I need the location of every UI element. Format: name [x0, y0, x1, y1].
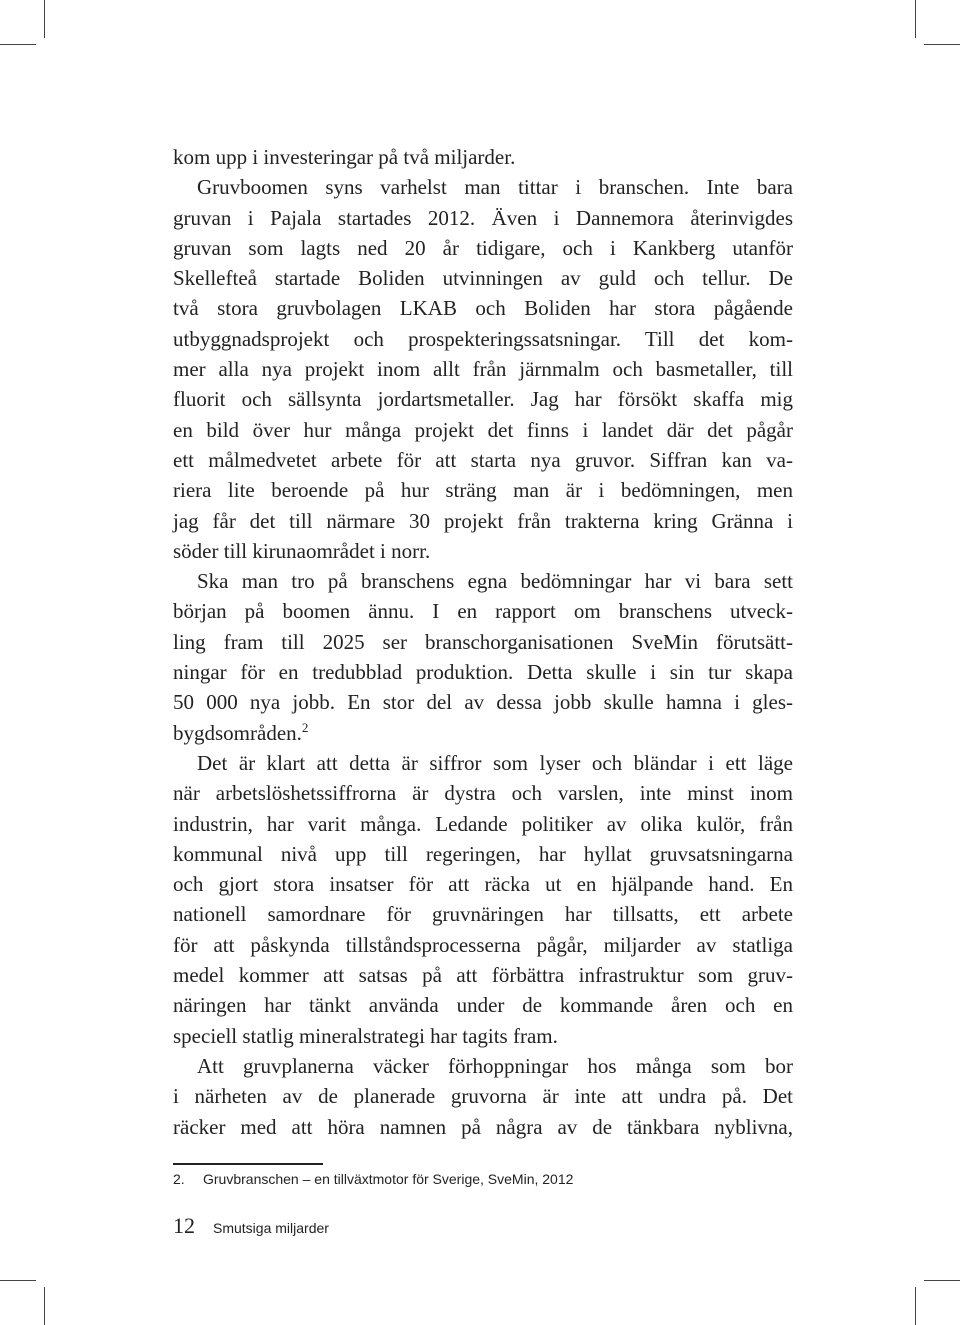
- text-line: utbyggnadsprojekt och prospekteringssatsningar. Till det kom-: [173, 326, 793, 351]
- text-line: ling fram till 2025 ser branschorganisationen SveMin förutsätt-: [173, 629, 793, 654]
- page-number: 12: [173, 1213, 195, 1238]
- crop-mark-bottom-left: [44, 1287, 45, 1325]
- text-line: jag får det till närmare 30 projekt från trakterna kring Gränna i: [173, 508, 793, 533]
- text-line: ett målmedvetet arbete för att starta nya gruvor. Siffran kan va-: [173, 447, 793, 472]
- paragraph: [173, 748, 793, 1051]
- crop-mark-bottom-right: [915, 1287, 916, 1325]
- paragraph: [173, 142, 793, 172]
- crop-mark-top-left: [0, 44, 36, 45]
- text-line: Skellefteå startade Boliden utvinningen av guld och tellur. De: [173, 266, 793, 291]
- text-line: bygdsområden.$^2$: [173, 719, 309, 745]
- body-text: [173, 142, 793, 1142]
- running-title: Smutsiga miljarder: [213, 1220, 329, 1236]
- crop-mark-bottom-right: [924, 1280, 960, 1281]
- footnote-text: Gruvbranschen – en tillväxtmotor för Sverige, SveMin, 2012: [203, 1171, 574, 1187]
- text-line: medel kommer att satsas på att förbättra infrastruktur som gruv-: [173, 963, 793, 988]
- text-line: en bild över hur många projekt det finns i landet där det pågår: [173, 417, 793, 442]
- text-line: Ska man tro på branschens egna bedömningar har vi bara sett: [197, 569, 793, 594]
- page-footer: [173, 1213, 329, 1239]
- footnote-number: 2.: [173, 1171, 185, 1187]
- text-line: speciell statlig mineralstrategi har tagits fram.: [173, 1023, 558, 1048]
- text-line: räcker med att höra namnen på några av de tänkbara nyblivna,: [173, 1114, 793, 1139]
- text-line: Att gruvplanerna väcker förhoppningar hos många som bor: [197, 1053, 793, 1078]
- text-line: riera lite beroende på hur sträng man är i bedömningen, men: [173, 478, 793, 503]
- text-line: när arbetslöshetssiffrorna är dystra och varslen, inte minst inom: [173, 781, 793, 806]
- text-line: och gjort stora insatser för att räcka ut en hjälpande hand. En: [173, 872, 793, 897]
- text-line: gruvan i Pajala startades 2012. Även i Dannemora återinvigdes: [173, 205, 793, 230]
- text-line: Det är klart att detta är siffror som lyser och bländar i ett läge: [197, 750, 793, 775]
- text-line: för att påskynda tillståndsprocesserna pågår, miljarder av statliga: [173, 932, 793, 957]
- paragraph: [173, 172, 793, 566]
- text-line: industrin, har varit många. Ledande politiker av olika kulör, från: [173, 811, 793, 836]
- crop-mark-top-right: [915, 0, 916, 38]
- footnote-rule: [173, 1163, 323, 1165]
- crop-mark-bottom-left: [0, 1280, 36, 1281]
- paragraph: [173, 566, 793, 748]
- footnote: [173, 1171, 573, 1187]
- text-line: mer alla nya projekt inom allt från järnmalm och basmetaller, till: [173, 357, 793, 382]
- crop-mark-top-left: [44, 0, 45, 38]
- text-line: Gruvboomen syns varhelst man tittar i branschen. Inte bara: [197, 175, 793, 200]
- text-line: nationell samordnare för gruvnäringen har tillsatts, ett arbete: [173, 902, 793, 927]
- text-line: i närheten av de planerade gruvorna är inte att undra på. Det: [173, 1084, 793, 1109]
- text-line: två stora gruvbolagen LKAB och Boliden har stora pågående: [173, 296, 793, 321]
- text-line: kommunal nivå upp till regeringen, har hyllat gruvsatsningarna: [173, 841, 793, 866]
- text-line: näringen har tänkt använda under de kommande åren och en: [173, 993, 793, 1018]
- text-line: gruvan som lagts ned 20 år tidigare, och i Kankberg utanför: [173, 235, 793, 260]
- text-line: söder till kirunaområdet i norr.: [173, 538, 431, 563]
- footnote-reference[interactable]: 2: [301, 719, 309, 735]
- crop-mark-top-right: [924, 44, 960, 45]
- text-line: ningar för en tredubblad produktion. Detta skulle i sin tur skapa: [173, 660, 793, 685]
- text-line: 50 000 nya jobb. En stor del av dessa jobb skulle hamna i gles-: [173, 690, 793, 715]
- text-line: kom upp i investeringar på två miljarder.: [173, 145, 516, 169]
- paragraph: [173, 1051, 793, 1142]
- text-line: början på boomen ännu. I en rapport om branschens utveck-: [173, 599, 793, 624]
- text-line: fluorit och sällsynta jordartsmetaller. Jag har försökt skaffa mig: [173, 387, 793, 412]
